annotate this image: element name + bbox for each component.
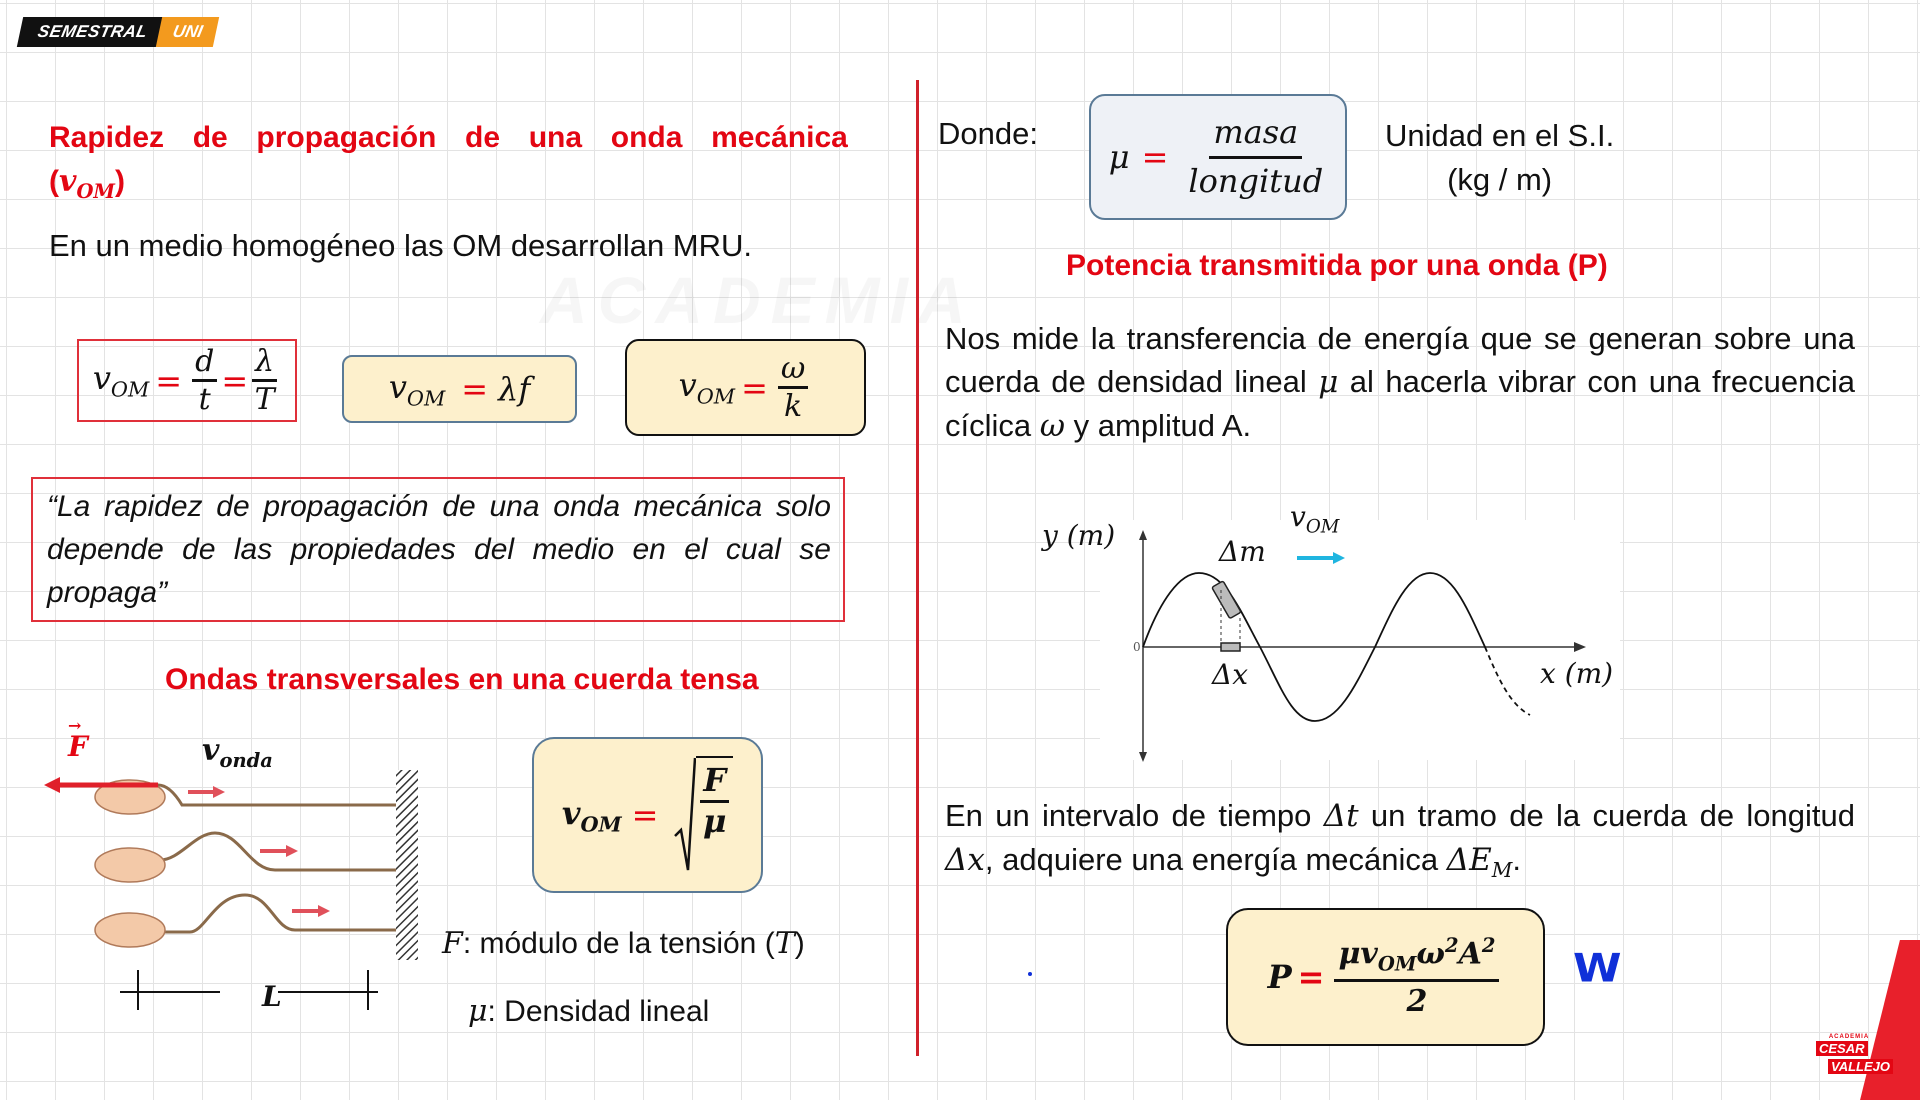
logo-right: UNI xyxy=(156,17,220,47)
f3-frac-omega-k: $\frac{\omega}{k}$ xyxy=(778,353,808,423)
si-unit xyxy=(1385,114,1614,202)
column-divider xyxy=(916,80,919,1056)
hand-icon xyxy=(95,913,165,947)
left-title-line1: Rapidez de propagación de una onda mecánica xyxy=(49,121,848,154)
formula-box-mu xyxy=(1089,94,1347,220)
v-om-graph-label: $v_{OM}$ xyxy=(1290,500,1340,538)
power-lhs: P xyxy=(1267,958,1292,996)
f3-lhs: $v_{OM}$ xyxy=(678,366,736,409)
legend-mu: μ: Densidad lineal xyxy=(468,994,710,1029)
delta-x-label: Δx xyxy=(1212,658,1249,691)
section-title-power: Potencia transmitida por una onda (P) xyxy=(1066,249,1608,282)
formula-box-tension xyxy=(532,737,763,893)
f1-frac-lambda-T: $\frac{\lambda}{T}$ xyxy=(252,346,277,416)
velocity-onda-label: $v_{onda}$ xyxy=(202,733,273,772)
f1-eq: = xyxy=(155,361,183,400)
watermark-text xyxy=(540,262,976,338)
annotation-dot xyxy=(1028,972,1032,976)
v-symbol: v xyxy=(59,164,77,199)
legend-F: F: módulo de la tensión (T) xyxy=(442,926,805,961)
paren-close: ) xyxy=(115,165,126,198)
f2-lhs: $v_{OM}$ xyxy=(388,367,446,411)
f2-eq: = xyxy=(461,370,489,408)
power-frac: $\frac{\mu v_{OM}\omega^2A^2}{2}$ xyxy=(1334,936,1499,1017)
energy-description: En un intervalo de tiempo Δt un tramo de la cuerda de longitud Δx, adquiere una energía mecánica $\Delta E_M$. xyxy=(945,798,1855,883)
intro-text: En un medio homogéneo las OM desarrollan MRU. xyxy=(49,228,753,263)
mu-frac: $\frac{\text{masa}}{\text{longitud}}$ xyxy=(1188,112,1324,200)
left-title xyxy=(49,116,848,214)
wall-icon xyxy=(396,770,418,960)
f3-eq: = xyxy=(741,368,768,407)
section-title-transverse: Ondas transversales en una cuerda tensa xyxy=(165,663,759,696)
red-corner-decoration xyxy=(1860,940,1920,1100)
f2-rhs: λf xyxy=(498,370,531,408)
brand-line1: CESAR xyxy=(1816,1041,1868,1056)
power-description: Nos mide la transferencia de energía que se generan sobre una cuerda de densidad lineal μ al hacerla vibrar con una frecuencia cíclica ω y amplitud A. xyxy=(945,321,1855,444)
x-axis-label: x (m) xyxy=(1540,657,1614,690)
power-eq: = xyxy=(1297,958,1325,996)
si-unit-line1: Unidad en el S.I. xyxy=(1385,118,1615,153)
quote-box xyxy=(31,477,845,622)
formula-box-lambda-f xyxy=(342,355,577,423)
v-subscript: OM xyxy=(76,179,116,203)
mu-lhs: μ xyxy=(1108,138,1130,176)
formula-box-distance-time xyxy=(77,339,297,422)
brand-small: ACADEMIA xyxy=(1828,1034,1870,1040)
cesar-vallejo-logo xyxy=(1816,1034,1890,1076)
brand-line2: VALLEJO xyxy=(1828,1059,1893,1074)
logo-left: SEMESTRAL xyxy=(17,17,165,47)
tension-lhs: $v_{OM}$ xyxy=(561,793,622,837)
quote-text: “La rapidez de propagación de una onda mecánica solo depende de las propiedades del medio en el cual se propaga” xyxy=(47,490,831,609)
y-axis-label: y (m) xyxy=(1042,519,1116,552)
origin-label: 0 xyxy=(1133,640,1141,654)
formula-box-omega-k xyxy=(625,339,866,436)
f1-lhs: $v_{OM}$ xyxy=(92,359,150,402)
mu-eq: = xyxy=(1141,138,1169,176)
f1-eq2: = xyxy=(221,361,249,400)
force-label: → F xyxy=(68,716,88,763)
f1-frac-d-t: $\frac{d}{t}$ xyxy=(192,346,217,416)
unit-watt-annotation: W xyxy=(1573,945,1622,992)
left-title-line2 xyxy=(49,160,824,214)
si-unit-line2: (kg / m) xyxy=(1447,162,1553,197)
sqrt-symbol: $\frac{F}{\mu}$ xyxy=(674,756,733,874)
length-label: L xyxy=(262,980,282,1013)
paren-open: ( xyxy=(49,165,59,198)
delta-m-label: Δm xyxy=(1219,535,1266,568)
wave-graph xyxy=(1040,500,1640,770)
donde-label: Donde: xyxy=(938,116,1038,151)
tension-eq: = xyxy=(631,796,659,834)
hand-icon xyxy=(95,848,165,882)
formula-box-power xyxy=(1226,908,1545,1046)
semestral-uni-logo xyxy=(20,17,217,47)
